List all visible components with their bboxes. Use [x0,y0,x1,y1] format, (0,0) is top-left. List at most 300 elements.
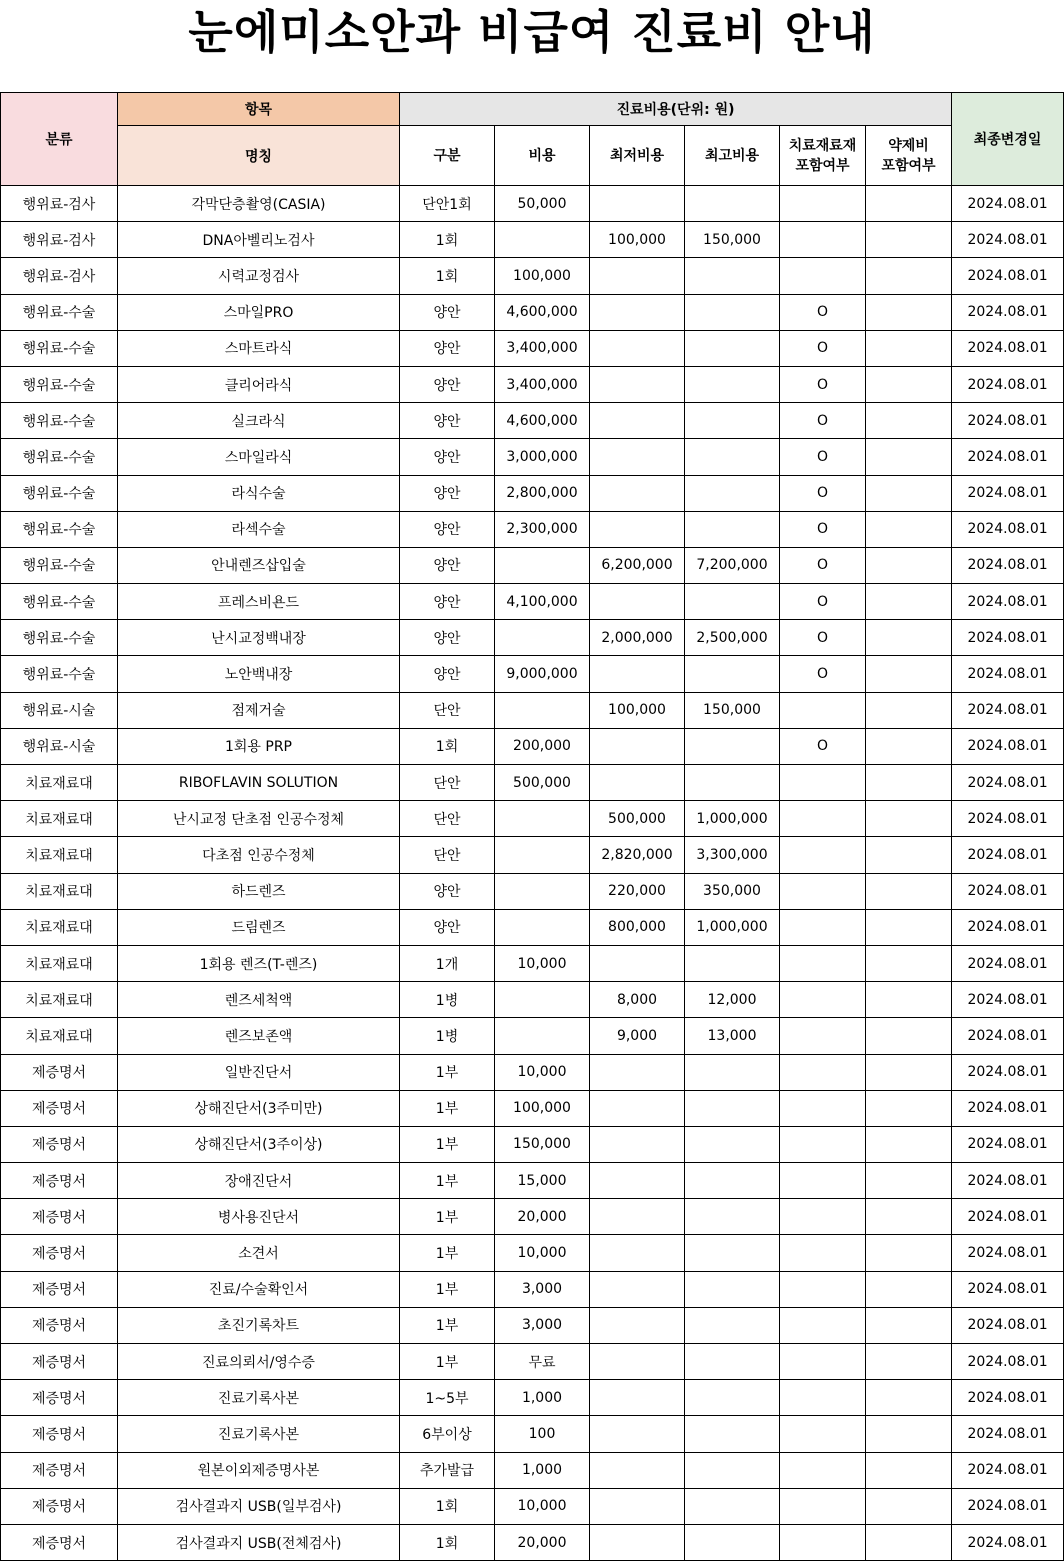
header-drug-line1: 약제비 [888,137,929,154]
cell-unit: 1부 [400,1163,495,1199]
cell-min-cost: 100,000 [590,692,685,728]
cell-min-cost [590,1452,685,1488]
cell-cost: 2,300,000 [495,511,590,547]
cell-unit: 1부 [400,1307,495,1343]
cell-updated: 2024.08.01 [952,1054,1064,1090]
cell-material-included [780,258,866,294]
table-row [1,801,1064,837]
cell-max-cost [685,403,780,439]
cell-max-cost [685,1488,780,1524]
cell-updated: 2024.08.01 [952,692,1064,728]
cell-cost: 20,000 [495,1524,590,1560]
cell-name: 진료/수술확인서 [118,1271,400,1307]
cell-unit: 양안 [400,547,495,583]
cell-min-cost: 800,000 [590,909,685,945]
cell-name: 소견서 [118,1235,400,1271]
table-row [1,728,1064,764]
cell-updated: 2024.08.01 [952,1126,1064,1162]
cell-material-included [780,1163,866,1199]
cell-material-included [780,1199,866,1235]
cell-cost: 4,600,000 [495,294,590,330]
cell-material-included [780,1054,866,1090]
cell-updated: 2024.08.01 [952,294,1064,330]
cell-drug-included [866,728,952,764]
cell-drug-included [866,873,952,909]
cell-category: 행위료-수술 [1,620,118,656]
cell-max-cost: 1,000,000 [685,909,780,945]
cell-category: 치료재료대 [1,1018,118,1054]
cell-unit: 추가발급 [400,1452,495,1488]
cell-unit: 1병 [400,982,495,1018]
cell-cost: 500,000 [495,765,590,801]
cell-drug-included [866,1488,952,1524]
cell-updated: 2024.08.01 [952,837,1064,873]
cell-max-cost [685,1090,780,1126]
cell-max-cost [685,1126,780,1162]
cell-min-cost [590,1054,685,1090]
cell-material-included [780,1344,866,1380]
cell-material-included [780,1488,866,1524]
table-row [1,873,1064,909]
cell-material-included [780,692,866,728]
cell-max-cost [685,1524,780,1560]
cell-name: 실크라식 [118,403,400,439]
cell-min-cost [590,1416,685,1452]
cell-name: 1회용 PRP [118,728,400,764]
cell-max-cost [685,1344,780,1380]
cell-name: 일반진단서 [118,1054,400,1090]
cell-drug-included [866,1126,952,1162]
cell-unit: 단안 [400,692,495,728]
cell-max-cost [685,186,780,222]
cell-material-included: O [780,584,866,620]
cell-cost: 20,000 [495,1199,590,1235]
cell-cost [495,547,590,583]
cell-updated: 2024.08.01 [952,801,1064,837]
cell-material-included: O [780,439,866,475]
cell-name: DNA아벨리노검사 [118,222,400,258]
cell-cost: 50,000 [495,186,590,222]
header-category: 분류 [1,93,118,186]
cell-cost [495,692,590,728]
cell-drug-included [866,909,952,945]
cell-max-cost: 7,200,000 [685,547,780,583]
table-row [1,1199,1064,1235]
cell-drug-included [866,547,952,583]
cell-min-cost: 6,200,000 [590,547,685,583]
cell-name: 1회용 렌즈(T-렌즈) [118,945,400,981]
cell-name: 하드렌즈 [118,873,400,909]
cell-category: 행위료-수술 [1,547,118,583]
table-row [1,620,1064,656]
cell-name: 진료의뢰서/영수증 [118,1344,400,1380]
table-row [1,1380,1064,1416]
cell-category: 제증명서 [1,1344,118,1380]
cell-updated: 2024.08.01 [952,366,1064,402]
cell-max-cost [685,728,780,764]
cell-name: 상해진단서(3주이상) [118,1126,400,1162]
cell-drug-included [866,330,952,366]
cell-drug-included [866,1416,952,1452]
cell-max-cost [685,475,780,511]
cell-name: 검사결과지 USB(전체검사) [118,1524,400,1560]
cell-drug-included [866,1271,952,1307]
cell-category: 치료재료대 [1,837,118,873]
cell-unit: 1~5부 [400,1380,495,1416]
cell-updated: 2024.08.01 [952,258,1064,294]
cell-max-cost [685,258,780,294]
cell-unit: 1부 [400,1271,495,1307]
cell-category: 제증명서 [1,1380,118,1416]
header-name: 명칭 [118,126,400,186]
cell-category: 제증명서 [1,1126,118,1162]
cell-name: 프레스비욘드 [118,584,400,620]
table-row [1,692,1064,728]
cell-drug-included [866,692,952,728]
cell-material-included: O [780,366,866,402]
cell-category: 행위료-수술 [1,403,118,439]
cell-name: 안내렌즈삽입술 [118,547,400,583]
cell-updated: 2024.08.01 [952,1235,1064,1271]
table-row [1,909,1064,945]
cell-category: 치료재료대 [1,873,118,909]
cell-category: 행위료-검사 [1,222,118,258]
cell-max-cost [685,439,780,475]
cell-cost: 3,400,000 [495,366,590,402]
table-row [1,547,1064,583]
cell-updated: 2024.08.01 [952,186,1064,222]
cell-min-cost: 100,000 [590,222,685,258]
cell-updated: 2024.08.01 [952,656,1064,692]
cell-cost: 10,000 [495,945,590,981]
cell-unit: 단안 [400,837,495,873]
cell-name: 상해진단서(3주미만) [118,1090,400,1126]
table-row [1,1488,1064,1524]
table-row [1,765,1064,801]
cell-material-included [780,837,866,873]
table-row [1,258,1064,294]
cell-min-cost: 2,820,000 [590,837,685,873]
cell-category: 행위료-수술 [1,294,118,330]
cell-unit: 단안1회 [400,186,495,222]
cell-cost: 10,000 [495,1488,590,1524]
cell-name: 난시교정 단초점 인공수정체 [118,801,400,837]
cell-unit: 1회 [400,728,495,764]
fee-table-body [1,186,1064,1561]
cell-name: 점제거술 [118,692,400,728]
cell-unit: 양안 [400,475,495,511]
cell-unit: 1회 [400,222,495,258]
cell-name: 스마트라식 [118,330,400,366]
cell-updated: 2024.08.01 [952,222,1064,258]
cell-updated: 2024.08.01 [952,547,1064,583]
header-material-line1: 치료재료재 [788,137,857,154]
cell-drug-included [866,765,952,801]
cell-drug-included [866,258,952,294]
header-max-cost: 최고비용 [685,126,780,186]
cell-unit: 양안 [400,366,495,402]
cell-min-cost [590,403,685,439]
table-row [1,1018,1064,1054]
cell-cost [495,620,590,656]
cell-min-cost [590,765,685,801]
header-material-line2: 포함여부 [795,157,850,174]
cell-category: 제증명서 [1,1090,118,1126]
cell-updated: 2024.08.01 [952,873,1064,909]
cell-category: 치료재료대 [1,765,118,801]
cell-material-included: O [780,330,866,366]
cell-category: 치료재료대 [1,945,118,981]
cell-name: 원본이외제증명사본 [118,1452,400,1488]
header-fee-group: 진료비용(단위: 원) [400,93,952,126]
cell-cost: 100 [495,1416,590,1452]
table-row [1,439,1064,475]
header-drug-line2: 포함여부 [881,157,936,174]
cell-drug-included [866,222,952,258]
cell-cost: 3,000,000 [495,439,590,475]
cell-max-cost [685,294,780,330]
cell-category: 행위료-검사 [1,186,118,222]
cell-drug-included [866,1018,952,1054]
cell-min-cost [590,1344,685,1380]
cell-category: 제증명서 [1,1199,118,1235]
cell-min-cost [590,1090,685,1126]
page-title: 눈에미소안과 비급여 진료비 안내 [188,5,876,59]
cell-name: 진료기록사본 [118,1380,400,1416]
table-row [1,1054,1064,1090]
cell-drug-included [866,186,952,222]
cell-category: 제증명서 [1,1524,118,1560]
cell-updated: 2024.08.01 [952,620,1064,656]
cell-category: 제증명서 [1,1235,118,1271]
cell-category: 행위료-검사 [1,258,118,294]
cell-name: 진료기록사본 [118,1416,400,1452]
cell-updated: 2024.08.01 [952,909,1064,945]
cell-min-cost [590,258,685,294]
cell-updated: 2024.08.01 [952,403,1064,439]
cell-min-cost [590,1126,685,1162]
cell-updated: 2024.08.01 [952,1344,1064,1380]
cell-updated: 2024.08.01 [952,765,1064,801]
cell-drug-included [866,801,952,837]
table-row [1,1163,1064,1199]
cell-cost: 3,000 [495,1307,590,1343]
cell-drug-included [866,1380,952,1416]
table-row [1,475,1064,511]
cell-name: 초진기록차트 [118,1307,400,1343]
cell-max-cost: 150,000 [685,222,780,258]
table-row [1,511,1064,547]
cell-material-included [780,1416,866,1452]
cell-category: 제증명서 [1,1307,118,1343]
cell-updated: 2024.08.01 [952,1018,1064,1054]
cell-category: 치료재료대 [1,801,118,837]
cell-material-included [780,1452,866,1488]
cell-category: 제증명서 [1,1452,118,1488]
cell-updated: 2024.08.01 [952,584,1064,620]
cell-name: 장애진단서 [118,1163,400,1199]
cell-category: 제증명서 [1,1054,118,1090]
cell-min-cost: 500,000 [590,801,685,837]
cell-material-included [780,909,866,945]
cell-cost: 1,000 [495,1380,590,1416]
cell-unit: 1개 [400,945,495,981]
cell-cost: 200,000 [495,728,590,764]
cell-drug-included [866,837,952,873]
cell-unit: 1회 [400,258,495,294]
cell-category: 행위료-수술 [1,511,118,547]
header-unit: 구분 [400,126,495,186]
table-row [1,403,1064,439]
table-row [1,1344,1064,1380]
cell-cost: 10,000 [495,1235,590,1271]
cell-category: 치료재료대 [1,982,118,1018]
cell-material-included [780,1126,866,1162]
cell-updated: 2024.08.01 [952,1271,1064,1307]
cell-name: 각막단층촬영(CASIA) [118,186,400,222]
cell-updated: 2024.08.01 [952,1452,1064,1488]
table-row [1,837,1064,873]
cell-unit: 양안 [400,330,495,366]
cell-material-included [780,1235,866,1271]
cell-drug-included [866,584,952,620]
cell-updated: 2024.08.01 [952,1307,1064,1343]
header-material-included [780,126,866,186]
cell-unit: 1부 [400,1235,495,1271]
cell-cost: 2,800,000 [495,475,590,511]
cell-min-cost [590,1524,685,1560]
cell-updated: 2024.08.01 [952,1488,1064,1524]
cell-unit: 1회 [400,1488,495,1524]
cell-unit: 양안 [400,403,495,439]
cell-category: 행위료-수술 [1,656,118,692]
cell-drug-included [866,1307,952,1343]
cell-name: 스마일라식 [118,439,400,475]
cell-name: 라식수술 [118,475,400,511]
cell-name: 클리어라식 [118,366,400,402]
cell-updated: 2024.08.01 [952,439,1064,475]
cell-drug-included [866,1524,952,1560]
cell-material-included [780,1271,866,1307]
cell-max-cost: 12,000 [685,982,780,1018]
cell-category: 제증명서 [1,1163,118,1199]
cell-material-included: O [780,511,866,547]
cell-drug-included [866,945,952,981]
cell-updated: 2024.08.01 [952,728,1064,764]
table-row [1,1271,1064,1307]
header-item-group: 항목 [118,93,400,126]
fee-table [0,92,1064,1561]
cell-material-included [780,1380,866,1416]
cell-max-cost [685,1452,780,1488]
cell-category: 제증명서 [1,1416,118,1452]
cell-drug-included [866,656,952,692]
cell-drug-included [866,1235,952,1271]
cell-max-cost: 13,000 [685,1018,780,1054]
cell-cost [495,1018,590,1054]
cell-max-cost: 350,000 [685,873,780,909]
table-row [1,1416,1064,1452]
cell-name: RIBOFLAVIN SOLUTION [118,765,400,801]
cell-material-included: O [780,294,866,330]
cell-max-cost [685,511,780,547]
cell-min-cost [590,330,685,366]
cell-material-included [780,222,866,258]
cell-material-included [780,1307,866,1343]
cell-max-cost [685,1163,780,1199]
header-updated: 최종변경일 [952,93,1064,186]
table-row [1,1126,1064,1162]
table-row [1,366,1064,402]
cell-max-cost [685,656,780,692]
cell-max-cost [685,1380,780,1416]
cell-unit: 단안 [400,765,495,801]
cell-min-cost [590,656,685,692]
cell-material-included [780,945,866,981]
cell-category: 행위료-수술 [1,475,118,511]
cell-max-cost [685,1416,780,1452]
cell-updated: 2024.08.01 [952,945,1064,981]
cell-drug-included [866,1452,952,1488]
cell-updated: 2024.08.01 [952,1416,1064,1452]
cell-unit: 양안 [400,584,495,620]
cell-drug-included [866,511,952,547]
cell-name: 시력교정검사 [118,258,400,294]
cell-drug-included [866,294,952,330]
cell-max-cost [685,1199,780,1235]
cell-unit: 양안 [400,511,495,547]
cell-drug-included [866,1090,952,1126]
cell-min-cost [590,728,685,764]
cell-material-included: O [780,475,866,511]
cell-cost [495,909,590,945]
cell-updated: 2024.08.01 [952,1524,1064,1560]
table-row [1,656,1064,692]
cell-category: 행위료-수술 [1,584,118,620]
cell-cost: 4,600,000 [495,403,590,439]
cell-min-cost [590,1380,685,1416]
header-min-cost: 최저비용 [590,126,685,186]
cell-updated: 2024.08.01 [952,1380,1064,1416]
cell-category: 행위료-수술 [1,439,118,475]
cell-drug-included [866,620,952,656]
cell-drug-included [866,475,952,511]
cell-name: 렌즈세척액 [118,982,400,1018]
cell-updated: 2024.08.01 [952,475,1064,511]
cell-max-cost: 1,000,000 [685,801,780,837]
cell-drug-included [866,982,952,1018]
cell-cost: 무료 [495,1344,590,1380]
cell-updated: 2024.08.01 [952,982,1064,1018]
cell-drug-included [866,366,952,402]
cell-unit: 양안 [400,620,495,656]
cell-unit: 단안 [400,801,495,837]
cell-material-included [780,186,866,222]
cell-category: 행위료-시술 [1,692,118,728]
table-row [1,1307,1064,1343]
cell-unit: 양안 [400,909,495,945]
cell-updated: 2024.08.01 [952,1199,1064,1235]
cell-unit: 6부이상 [400,1416,495,1452]
cell-cost [495,801,590,837]
cell-category: 행위료-수술 [1,330,118,366]
cell-min-cost [590,945,685,981]
cell-max-cost: 2,500,000 [685,620,780,656]
cell-category: 행위료-시술 [1,728,118,764]
cell-max-cost [685,1307,780,1343]
cell-updated: 2024.08.01 [952,511,1064,547]
table-row [1,294,1064,330]
